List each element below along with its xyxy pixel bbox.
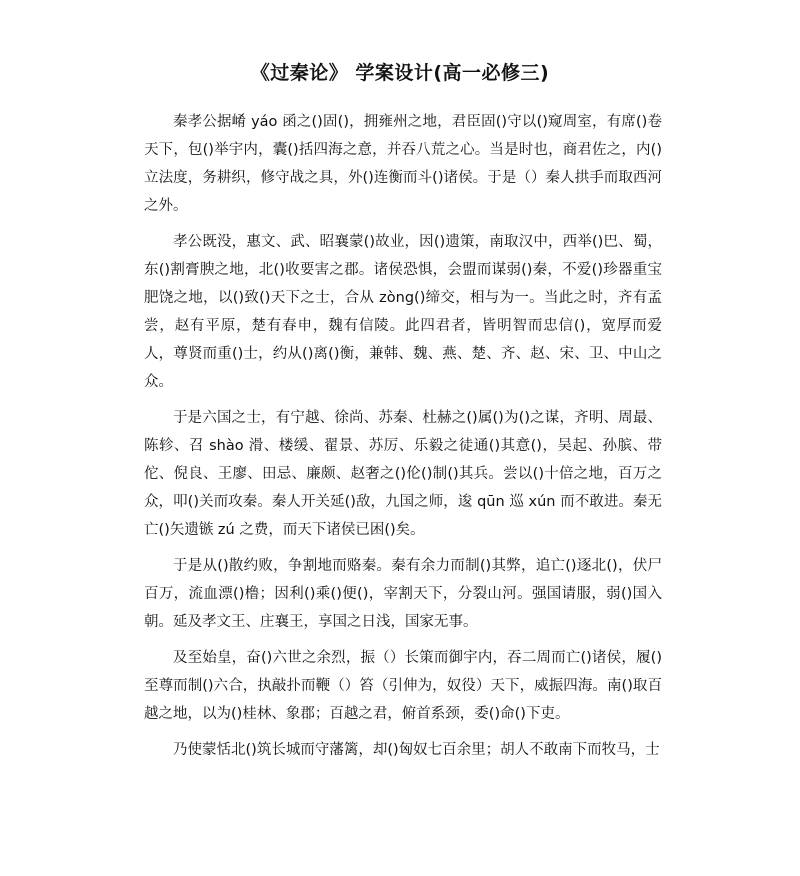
paragraph-2: 孝公既没，惠文、武、昭襄蒙()故业，因()遗策，南取汉中，西举()巴、蜀，东()割膏腴之地，北()收要害之郡。诸侯恐惧，会盟而谋弱()秦，不爱()珍器重宝肥饶之地，以()致()天下之士，合从 zòng()缔交，相与为一。当此之时，齐有孟尝，赵有平原，楚有春申，魏有信陵。此四君者，皆明智而忠信()，宽厚而爱人，尊贤而重()士，约从()离()衡，兼韩、魏、燕、楚、齐、赵、宋、卫、中山之众。 — [144, 234, 662, 390]
paragraph-6: 乃使蒙恬北()筑长城而守藩篱，却()匈奴七百余里；胡人不敢南下而牧马，士 — [173, 742, 660, 758]
paragraph-3: 于是六国之士，有宁越、徐尚、苏秦、杜赫之()属()为()之谋，齐明、周最、陈轸、召 shào 滑、楼缓、翟景、苏厉、乐毅之徒通()其意()，吴起、孙膑、带佗、倪良、王廖、田忌、廉颇、赵奢之()伦()制()其兵。尝以()十倍之地，百万之众，叩()关而攻秦。秦人开关延()敌，九国之师，逡 qūn 巡 xún 而不敢进。秦无亡()矢遗镞 zú 之费，而天下诸侯已困()矣。 — [144, 410, 662, 538]
document-title: 《过秦论》 学案设计(高一必修三) — [250, 62, 550, 84]
paragraph-1: 秦孝公据崤 yáo 函之()固()，拥雍州之地，君臣固()守以()窥周室，有席()卷天下，包()举宇内，囊()括四海之意，并吞八荒之心。当是时也，商君佐之，内()立法度，务耕织，修守战之具，外()连衡而斗()诸侯。于是（）秦人拱手而取西河之外。 — [144, 114, 662, 214]
paragraph-4: 于是从()散约败，争割地而赂秦。秦有余力而制()其弊，追亡()逐北()，伏尸百万，流血漂()橹；因利()乘()便()，宰割天下，分裂山河。强国请服，弱()国入朝。延及孝文王、庄襄王，享国之日浅，国家无事。 — [144, 558, 662, 630]
document-body — [144, 108, 662, 764]
paragraph-5: 及至始皇，奋()六世之余烈，振（）长策而御宇内，吞二周而亡()诸侯，履()至尊而制()六合，执敲扑而鞭（）笞（引伸为，奴役）天下，威振四海。南()取百越之地，以为()桂林、象郡；百越之君，俯首系颈，委()命()下吏。 — [144, 650, 662, 722]
